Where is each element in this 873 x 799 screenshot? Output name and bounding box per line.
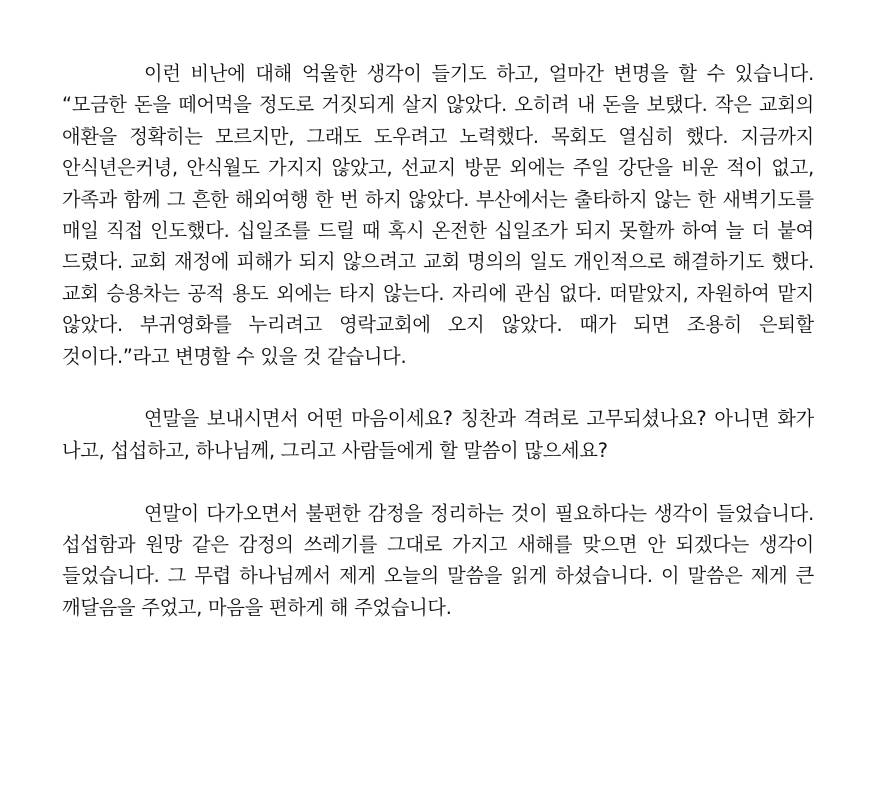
paragraph-question: 연말을 보내시면서 어떤 마음이세요? 칭찬과 격려로 고무되셨나요? 아니면 화가 나고, 섭섭하고, 하나님께, 그리고 사람들에게 할 말씀이 많으세요?	[62, 407, 814, 462]
paragraph-reflection: 연말이 다가오면서 불편한 감정을 정리하는 것이 필요하다는 생각이 들었습니다. 섭섭함과 원망 같은 감정의 쓰레기를 그대로 가지고 새해를 맞으면 안 되겠다는 생각이 들었습니다. 그 무렵 하나님께서 제게 오늘의 말씀을 읽게 하셨습니다. 이 말씀은 제게 큰 깨달음을 주었고, 마음을 편하게 해 주었습니다.	[62, 501, 814, 619]
paragraph-spacer	[62, 466, 814, 497]
paragraph-spacer	[62, 372, 814, 403]
paragraph-defense: 이런 비난에 대해 억울한 생각이 들기도 하고, 얼마간 변명을 할 수 있습니다. “모금한 돈을 떼어먹을 정도로 거짓되게 살지 않았다. 오히려 내 돈을 보탰다. 작은 교회의 애환을 정확히는 모르지만, 그래도 도우려고 노력했다. 목회도 열심히 했다. 지금까지 안식년은커녕, 안식월도 가지지 않았고, 선교지 방문 외에는 주일 강단을 비운 적이 없고, 가족과 함께 그 흔한 해외여행 한 번 하지 않았다. 부산에서는 출타하지 않는 한 새벽기도를 매일 직접 인도했다. 십일조를 드릴 때 혹시 온전한 십일조가 되지 못할까 하여 늘 더 붙여 드렸다. 교회 재정에 피해가 되지 않으려고 교회 명의의 일도 개인적으로 해결하기도 했다. 교회 승용차는 공적 용도 외에는 타지 않는다. 자리에 관심 없다. 떠맡았지, 자원하여 맡지 않았다. 부귀영화를 누리려고 영락교회에 오지 않았다. 때가 되면 조용히 은퇴할 것이다.”라고 변명할 수 있을 것 같습니다.	[62, 62, 814, 368]
document-body	[62, 58, 814, 623]
